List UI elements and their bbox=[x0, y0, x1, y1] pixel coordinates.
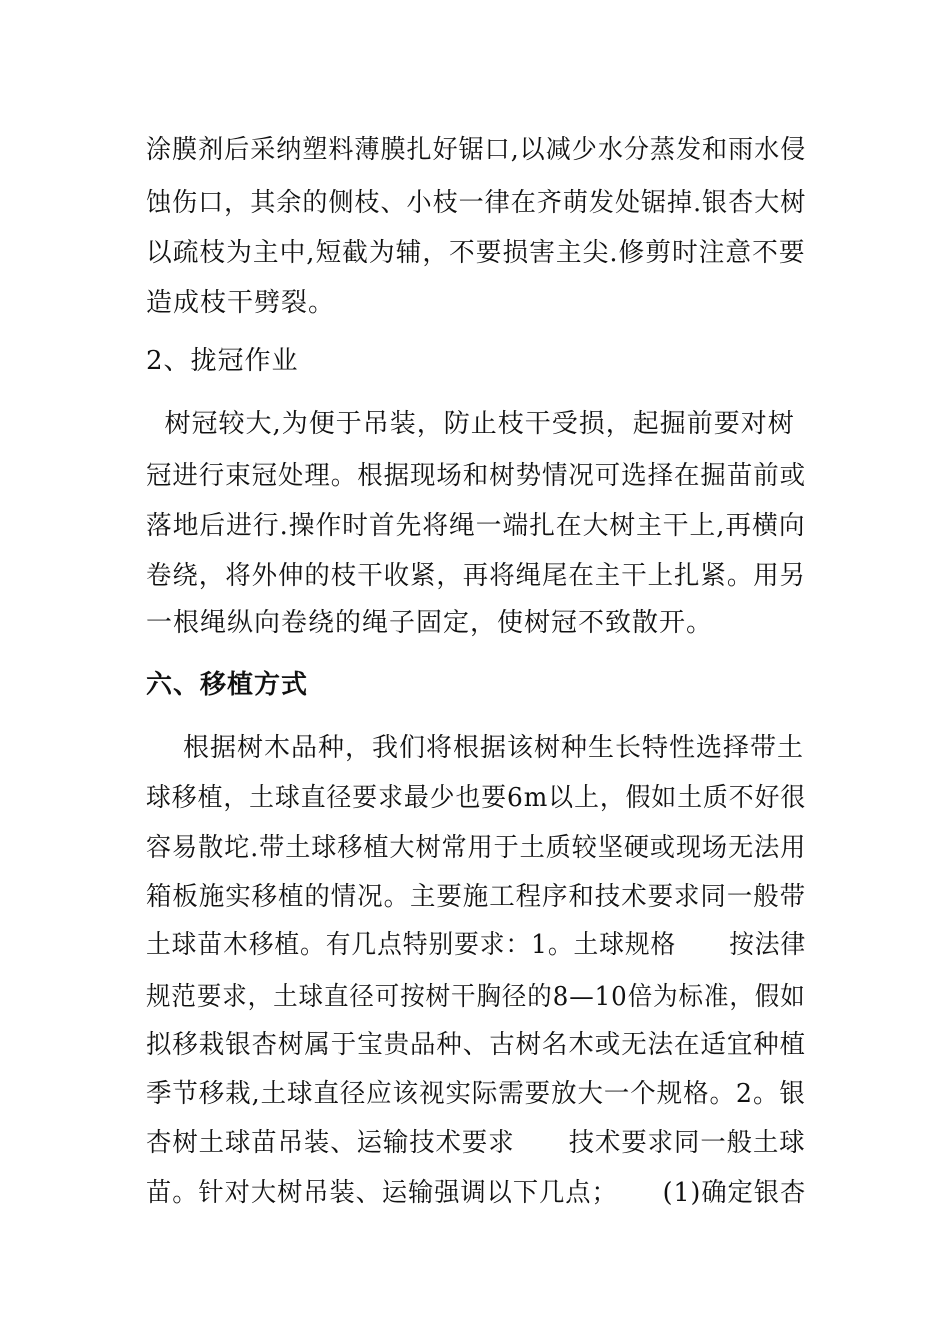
paragraph-line: 规范要求，土球直径可按树干胸径的8—10倍为标准，假如 bbox=[146, 982, 806, 1012]
paragraph-line: 一根绳纵向卷绕的绳子固定，使树冠不致散开。 bbox=[146, 608, 714, 638]
section-heading: 六、移植方式 bbox=[146, 670, 309, 700]
paragraph-line: 造成枝干劈裂。 bbox=[146, 288, 336, 318]
paragraph-line: 拟移栽银杏树属于宝贵品种、古树名木或无法在适宜种植 bbox=[146, 1030, 807, 1060]
paragraph-line: 箱板施实移植的情况。主要施工程序和技术要求同一般带 bbox=[146, 882, 807, 912]
paragraph-line: 季节移栽,土球直径应该视实际需要放大一个规格。2。银 bbox=[146, 1079, 806, 1109]
paragraph-line: 土球苗木移植。有几点特别要求：1。土球规格 按法律 bbox=[146, 930, 807, 960]
paragraph-line: 苗。针对大树吊装、运输强调以下几点； (1)确定银杏 bbox=[146, 1178, 807, 1208]
paragraph-line: 涂膜剂后采纳塑料薄膜扎好锯口,以减少水分蒸发和雨水侵 bbox=[146, 135, 807, 165]
paragraph-line: 蚀伤口，其余的侧枝、小枝一律在齐萌发处锯掉.银杏大树 bbox=[146, 188, 807, 218]
paragraph-line: 根据树木品种，我们将根据该树种生长特性选择带土 bbox=[146, 733, 805, 763]
paragraph-line: 卷绕，将外伸的枝干收紧，再将绳尾在主干上扎紧。用另 bbox=[146, 561, 807, 591]
paragraph-line: 杏树土球苗吊装、运输技术要求 技术要求同一般土球 bbox=[146, 1128, 806, 1158]
paragraph-line: 冠进行束冠处理。根据现场和树势情况可选择在掘苗前或 bbox=[146, 461, 807, 491]
subheading: 2、拢冠作业 bbox=[146, 346, 299, 376]
paragraph-line: 落地后进行.操作时首先将绳一端扎在大树主干上,再横向 bbox=[146, 511, 806, 541]
paragraph-line: 以疏枝为主中,短截为辅，不要损害主尖.修剪时注意不要 bbox=[146, 238, 806, 268]
paragraph-line: 球移植，土球直径要求最少也要6m以上，假如土质不好很 bbox=[146, 783, 807, 813]
paragraph-line: 容易散坨.带土球移植大树常用于土质较坚硬或现场无法用 bbox=[146, 833, 807, 863]
paragraph-line: 树冠较大,为便于吊装，防止枝干受损，起掘前要对树 bbox=[146, 409, 795, 439]
